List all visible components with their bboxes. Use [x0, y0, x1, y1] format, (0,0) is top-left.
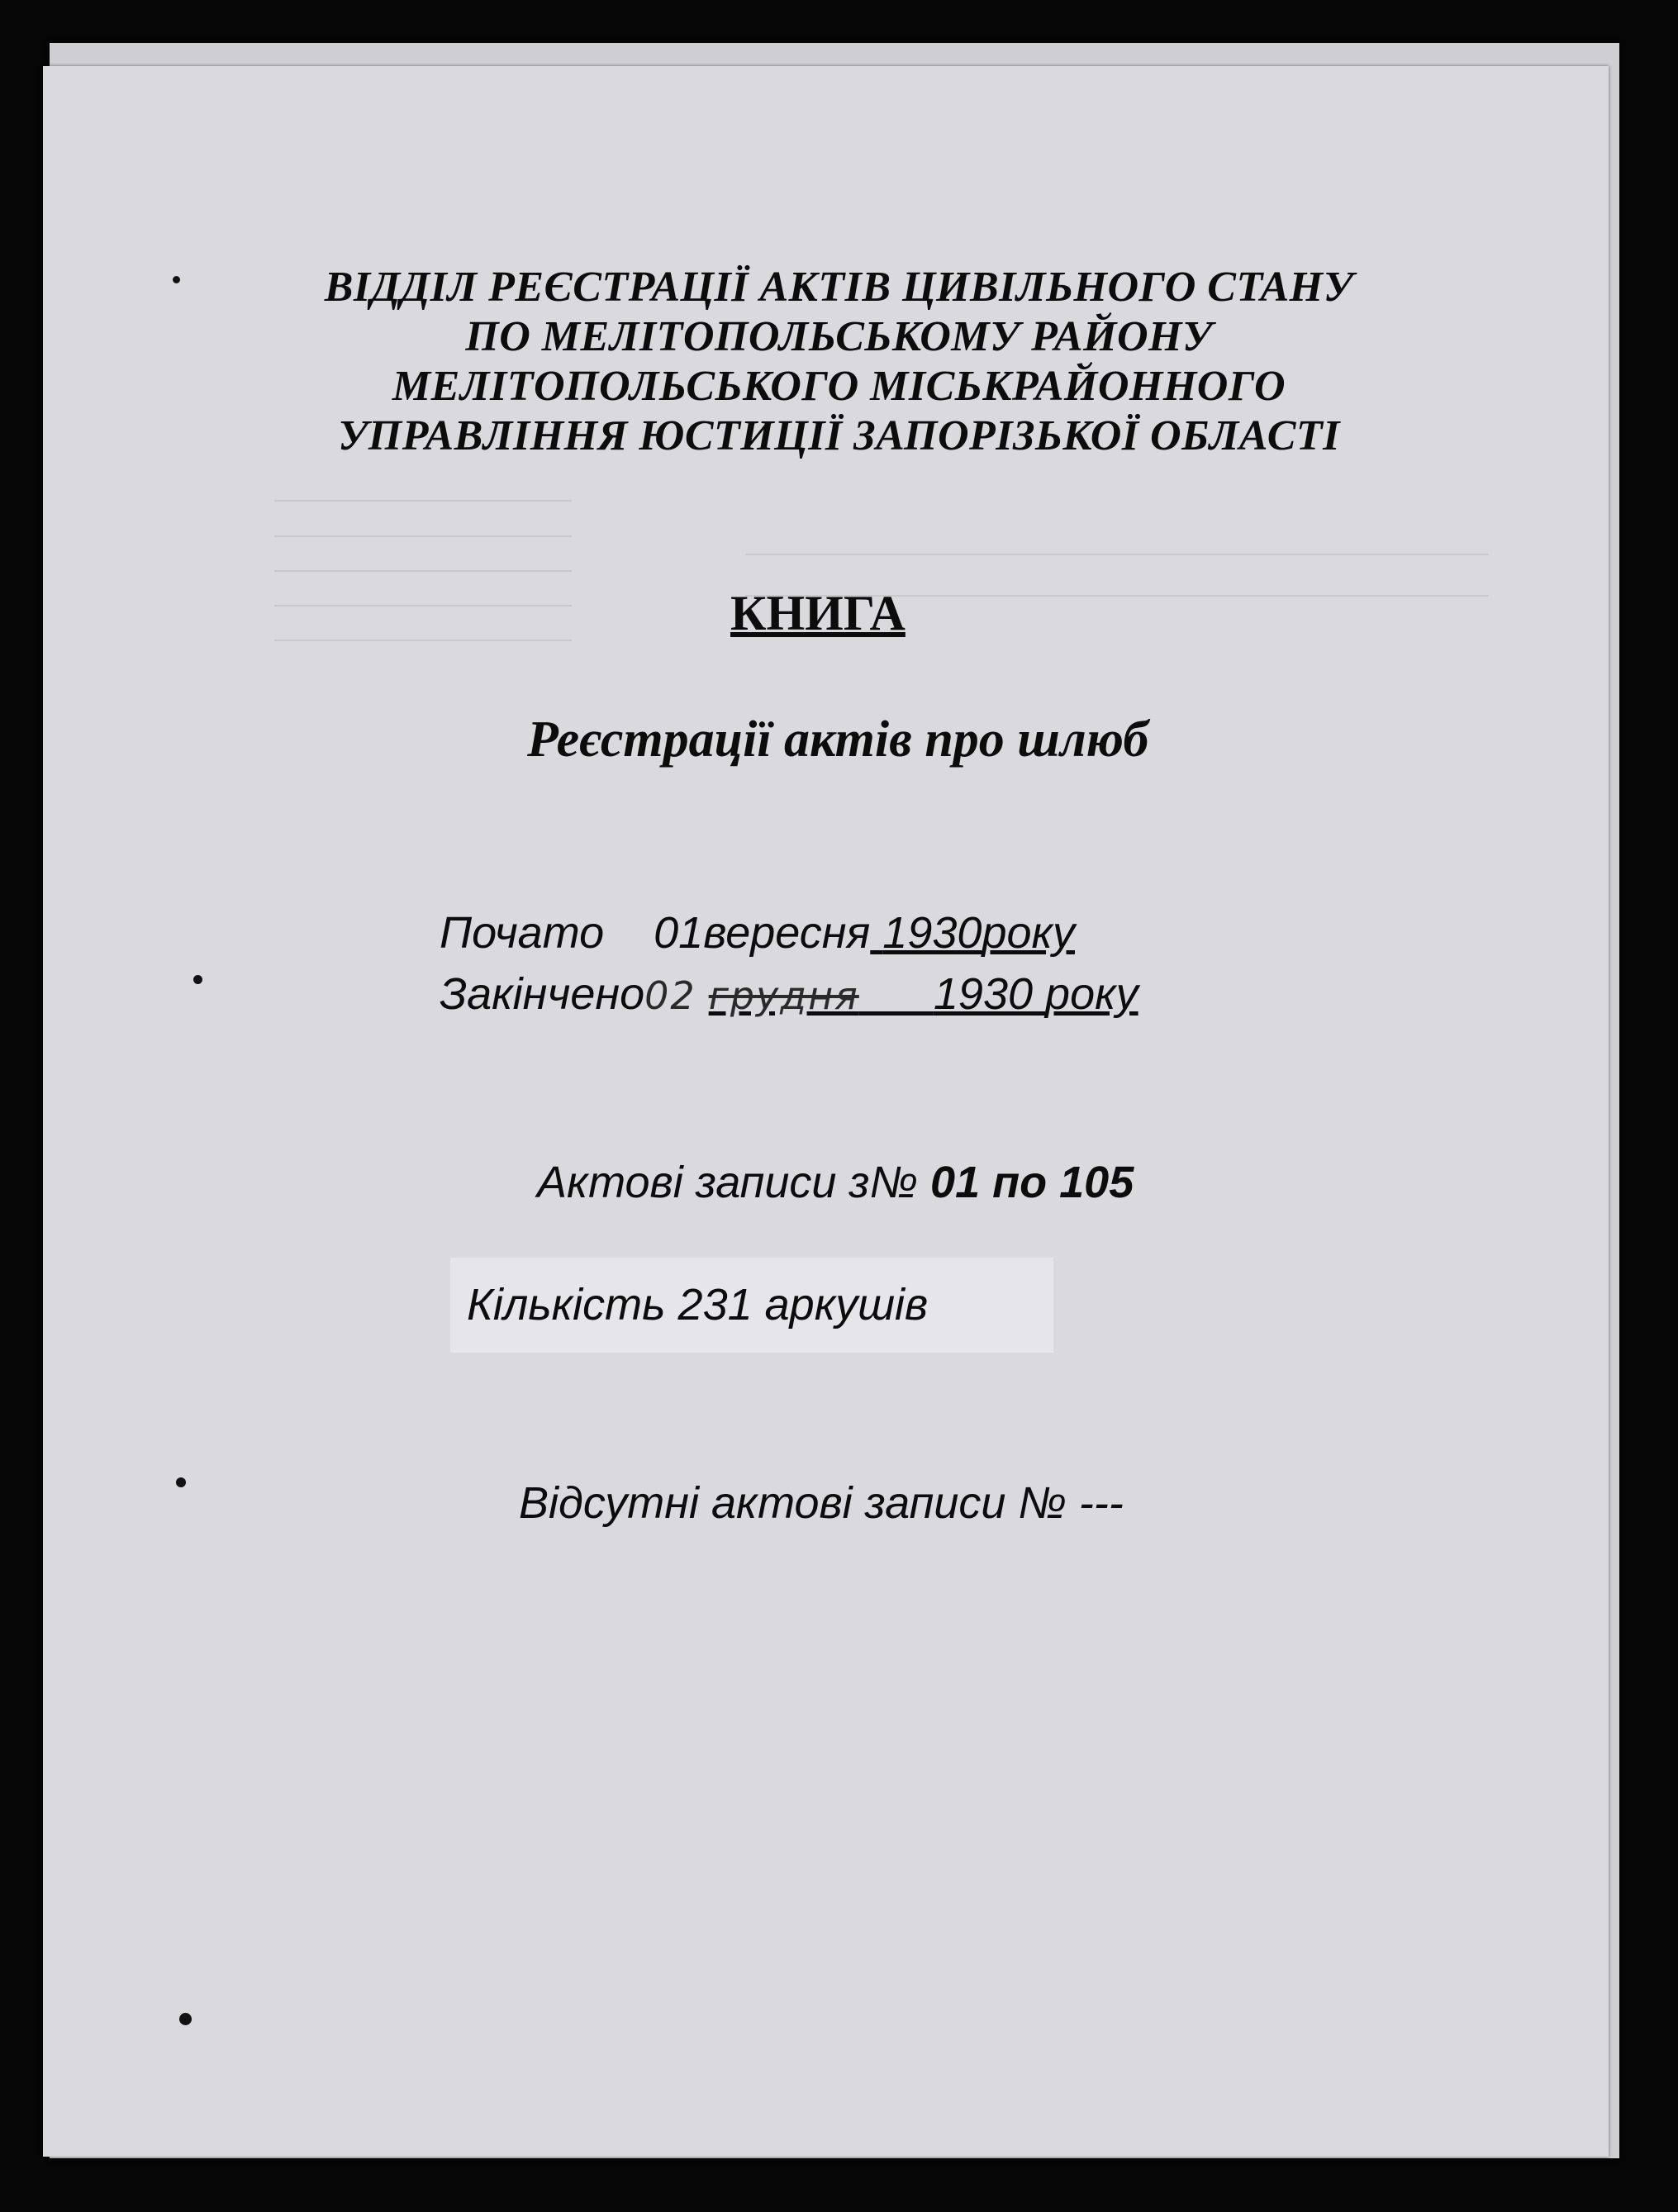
sheets-count: Кількість 231 аркушів: [467, 1280, 929, 1330]
ended-month-handwritten: грудня: [708, 973, 859, 1018]
show-through-line: [274, 605, 572, 607]
records-from: 01: [930, 1158, 981, 1207]
punch-mark: [179, 2013, 192, 2025]
ended-row: [440, 968, 1138, 1020]
records-row: [537, 1157, 1134, 1208]
ended-label: Закінчено: [440, 969, 645, 1019]
started-year: 1930: [882, 908, 982, 958]
header-line-4: УПРАВЛІННЯ ЮСТИЦІЇ ЗАПОРІЗЬКОЇ ОБЛАСТІ: [338, 412, 1340, 459]
show-through-line: [274, 500, 572, 502]
show-through-line: [274, 640, 572, 641]
records-by: по: [992, 1158, 1048, 1207]
show-through-line: [745, 554, 1489, 555]
book-title: КНИГА: [730, 586, 906, 640]
ended-year-suffix: року: [1045, 969, 1138, 1019]
started-row: [440, 907, 1075, 959]
started-year-suffix: року: [982, 908, 1075, 958]
punch-mark: [176, 1477, 186, 1487]
started-month: вересня: [703, 908, 871, 958]
records-label: Актові записи з№: [537, 1158, 919, 1207]
show-through-line: [274, 535, 572, 537]
records-to: 105: [1059, 1158, 1134, 1207]
header-line-3: МЕЛІТОПОЛЬСЬКОГО МІСЬКРАЙОННОГО: [392, 363, 1286, 410]
ended-year: 1930: [933, 969, 1034, 1019]
missing-records: Відсутні актові записи № ---: [519, 1478, 1124, 1528]
ended-day: 02: [644, 973, 696, 1018]
book-subtitle: Реєстрації актів про шлюб: [527, 711, 1149, 768]
show-through-line: [274, 570, 572, 572]
header-line-2: ПО МЕЛІТОПОЛЬСЬКОМУ РАЙОНУ: [465, 313, 1213, 360]
started-day: 01: [654, 908, 704, 958]
header-line-1: ВІДДІЛ РЕЄСТРАЦІЇ АКТІВ ЦИВІЛЬНОГО СТАНУ: [324, 264, 1354, 311]
started-label: Почато: [440, 908, 605, 958]
punch-mark: [193, 975, 202, 984]
